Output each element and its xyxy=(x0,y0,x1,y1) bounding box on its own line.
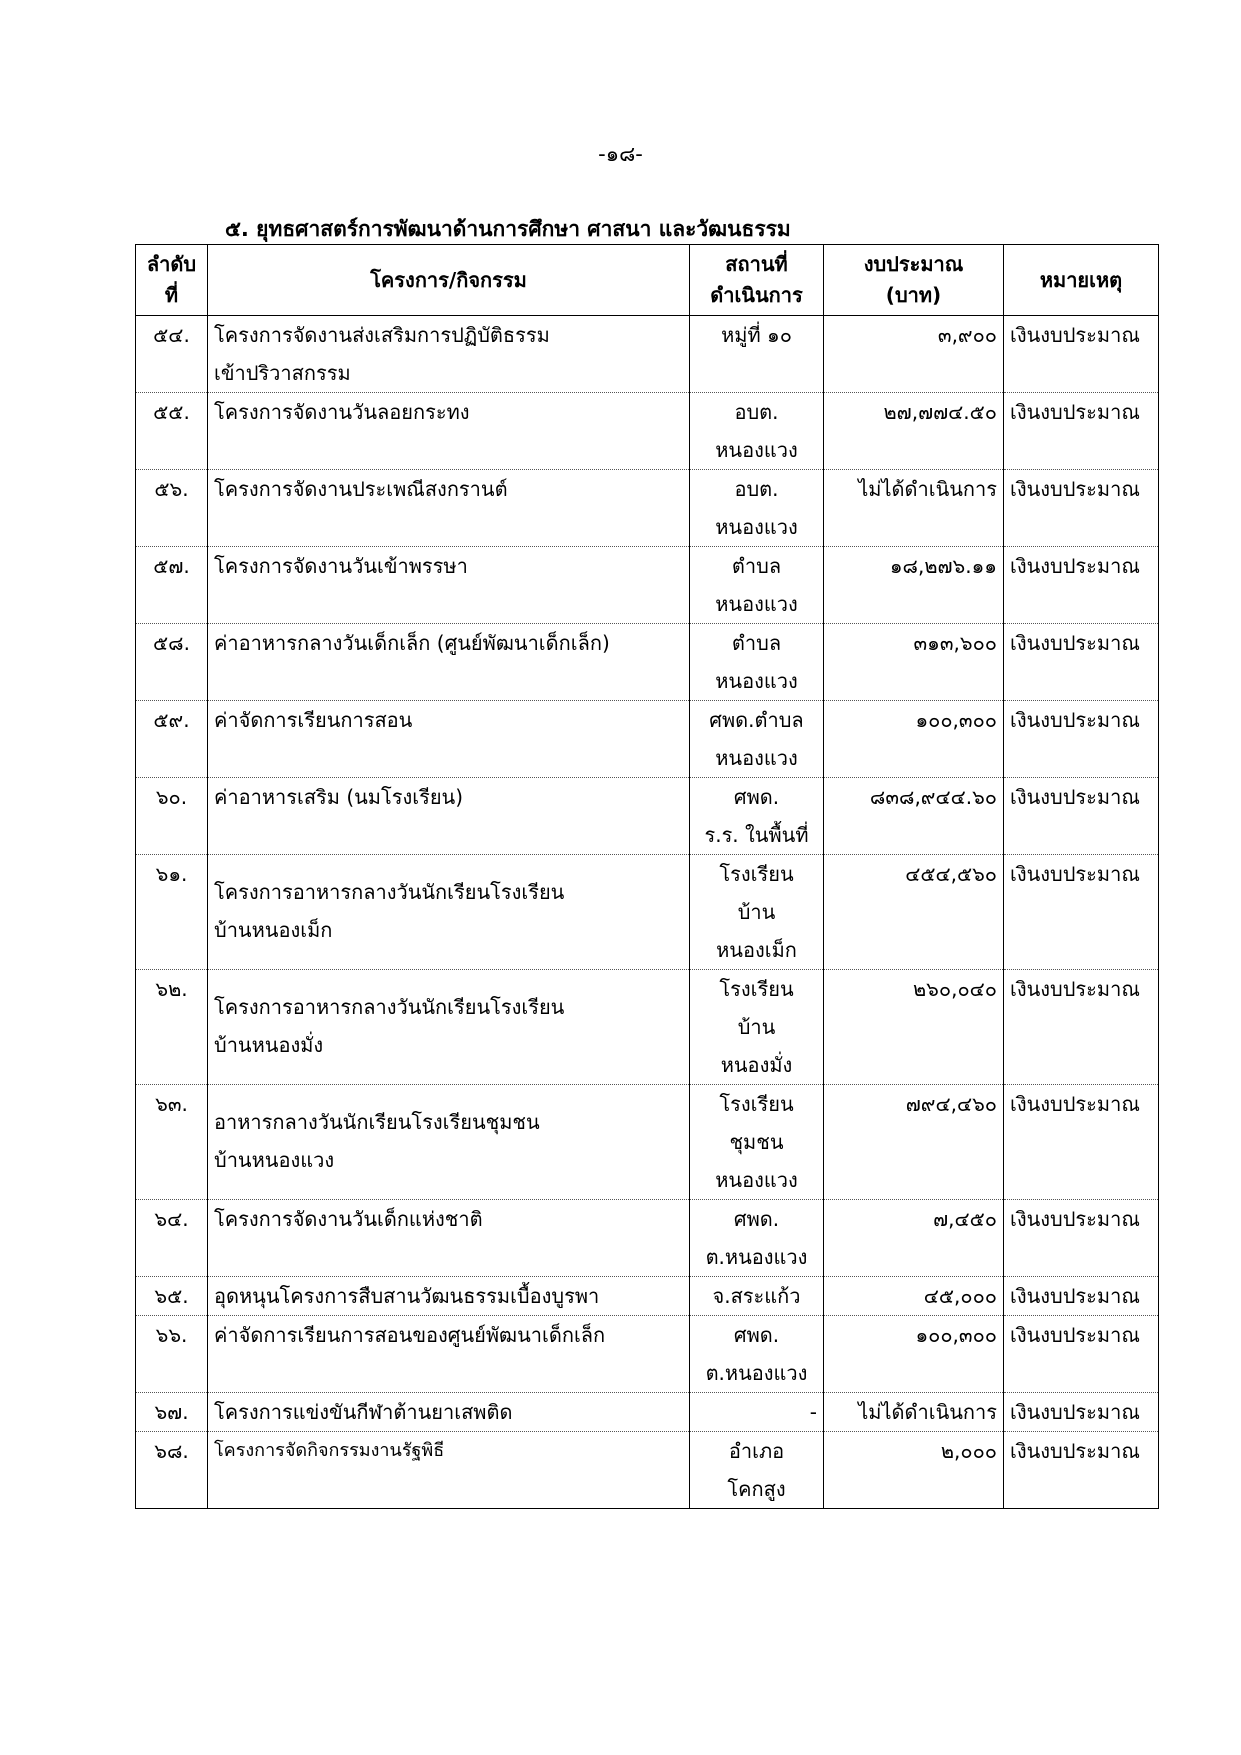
budget-amount: ๓,๙๐๐ xyxy=(824,316,1004,393)
project-name-line: โครงการอาหารกลางวันนักเรียนโรงเรียน xyxy=(214,995,565,1019)
location-line: ศพด.ตำบล xyxy=(709,708,804,732)
location-line: หนองแวง xyxy=(715,438,798,462)
row-number: ๖๘. xyxy=(136,1432,208,1509)
location xyxy=(690,1316,824,1393)
row-number: ๖๓. xyxy=(136,1085,208,1200)
location xyxy=(690,701,824,778)
location xyxy=(690,393,824,470)
location-line: หนองแวง xyxy=(715,746,798,770)
budget-amount: ๒๖๐,๐๔๐ xyxy=(824,970,1004,1085)
project-name xyxy=(208,393,690,470)
remark: เงินงบประมาณ xyxy=(1004,1277,1159,1316)
header-budget-line-2: (บาท) xyxy=(885,283,942,307)
budget-amount: ๑๐๐,๓๐๐ xyxy=(824,1316,1004,1393)
location xyxy=(690,316,824,393)
table-header xyxy=(136,245,1159,316)
location xyxy=(690,1393,824,1432)
row-number: ๕๙. xyxy=(136,701,208,778)
row-number: ๖๖. xyxy=(136,1316,208,1393)
project-name xyxy=(208,316,690,393)
location xyxy=(690,1200,824,1277)
budget-amount: ไม่ได้ดำเนินการ xyxy=(824,470,1004,547)
location-line: โคกสูง xyxy=(727,1477,786,1501)
remark: เงินงบประมาณ xyxy=(1004,1200,1159,1277)
header-remark: หมายเหตุ xyxy=(1004,245,1159,316)
location-line: โรงเรียน xyxy=(719,1092,794,1116)
table-row xyxy=(136,701,1159,778)
header-row xyxy=(136,245,1159,316)
location-line: อบต. xyxy=(734,477,779,501)
table-row xyxy=(136,970,1159,1085)
remark: เงินงบประมาณ xyxy=(1004,778,1159,855)
project-name-line: โครงการจัดงานประเพณีสงกรานต์ xyxy=(214,477,508,501)
project-name xyxy=(208,624,690,701)
project-name-line: โครงการจัดงานวันเด็กแห่งชาติ xyxy=(214,1207,483,1231)
project-name xyxy=(208,970,690,1085)
project-name-line: โครงการแข่งขันกีฬาต้านยาเสพติด xyxy=(214,1400,513,1424)
project-name xyxy=(208,1085,690,1200)
location-line: ต.หนองแวง xyxy=(705,1361,808,1385)
table-row xyxy=(136,1432,1159,1509)
project-name-line: โครงการจัดงานวันลอยกระทง xyxy=(214,400,470,424)
budget-amount: ๑๘,๒๗๖.๑๑ xyxy=(824,547,1004,624)
table-row xyxy=(136,470,1159,547)
project-name-line: บ้านหนองเม็ก xyxy=(214,918,333,942)
location-line: ต.หนองแวง xyxy=(705,1245,808,1269)
budget-amount: ๘๓๘,๙๔๔.๖๐ xyxy=(824,778,1004,855)
project-name-line: ค่าอาหารกลางวันเด็กเล็ก (ศูนย์พัฒนาเด็กเล็ก) xyxy=(214,631,610,655)
budget-amount: ๔๕๔,๕๖๐ xyxy=(824,855,1004,970)
location-line: ตำบล xyxy=(731,631,782,655)
remark: เงินงบประมาณ xyxy=(1004,316,1159,393)
location-line: หนองมั่ง xyxy=(720,1053,793,1077)
project-name xyxy=(208,547,690,624)
location-line: หนองแวง xyxy=(715,515,798,539)
row-number: ๖๐. xyxy=(136,778,208,855)
remark: เงินงบประมาณ xyxy=(1004,624,1159,701)
header-budget-line-1: งบประมาณ xyxy=(863,252,964,276)
table-row xyxy=(136,1316,1159,1393)
header-no-line-1: ลำดับ xyxy=(146,252,197,276)
location-line: ศพด. xyxy=(733,1323,780,1347)
row-number: ๕๘. xyxy=(136,624,208,701)
location xyxy=(690,778,824,855)
row-number: ๕๖. xyxy=(136,470,208,547)
location-line: - xyxy=(809,1400,817,1424)
project-name-line: อาหารกลางวันนักเรียนโรงเรียนชุมชน xyxy=(214,1110,540,1134)
remark: เงินงบประมาณ xyxy=(1004,701,1159,778)
project-name xyxy=(208,1432,690,1509)
budget-amount: ๑๐๐,๓๐๐ xyxy=(824,701,1004,778)
budget-amount: ๓๑๓,๖๐๐ xyxy=(824,624,1004,701)
project-name-line: ค่าจัดการเรียนการสอนของศูนย์พัฒนาเด็กเล็ก xyxy=(214,1323,606,1347)
project-name xyxy=(208,701,690,778)
row-number: ๕๔. xyxy=(136,316,208,393)
location xyxy=(690,970,824,1085)
project-name-line: โครงการจัดงานวันเข้าพรรษา xyxy=(214,554,468,578)
header-location-line-2: ดำเนินการ xyxy=(710,283,803,307)
budget-amount: ไม่ได้ดำเนินการ xyxy=(824,1393,1004,1432)
remark: เงินงบประมาณ xyxy=(1004,470,1159,547)
location-line: บ้าน xyxy=(737,900,776,924)
table-row xyxy=(136,1393,1159,1432)
location-line: อำเภอ xyxy=(728,1439,785,1463)
row-number: ๖๕. xyxy=(136,1277,208,1316)
table-body xyxy=(136,316,1159,1509)
project-name-line: บ้านหนองแวง xyxy=(214,1148,335,1172)
project-name-line: โครงการจัดงานส่งเสริมการปฏิบัติธรรม xyxy=(214,323,550,347)
remark: เงินงบประมาณ xyxy=(1004,547,1159,624)
header-budget xyxy=(824,245,1004,316)
project-name xyxy=(208,470,690,547)
location-line: หนองเม็ก xyxy=(716,938,797,962)
location xyxy=(690,1085,824,1200)
header-location-line-1: สถานที่ xyxy=(725,252,788,276)
budget-table xyxy=(135,244,1159,1509)
location-line: ร.ร. ในพื้นที่ xyxy=(704,823,809,847)
location-line: โรงเรียน xyxy=(719,862,794,886)
location-line: หนองแวง xyxy=(715,592,798,616)
location xyxy=(690,855,824,970)
table-row xyxy=(136,1200,1159,1277)
project-name xyxy=(208,778,690,855)
remark: เงินงบประมาณ xyxy=(1004,393,1159,470)
project-name-line: ค่าจัดการเรียนการสอน xyxy=(214,708,413,732)
budget-amount: ๒,๐๐๐ xyxy=(824,1432,1004,1509)
table-row xyxy=(136,316,1159,393)
project-name-line: โครงการอาหารกลางวันนักเรียนโรงเรียน xyxy=(214,880,565,904)
remark: เงินงบประมาณ xyxy=(1004,1085,1159,1200)
table-row xyxy=(136,778,1159,855)
remark: เงินงบประมาณ xyxy=(1004,970,1159,1085)
section-title: ๕. ยุทธศาสตร์การพัฒนาด้านการศึกษา ศาสนา และวัฒนธรรม xyxy=(225,217,791,241)
location-line: อบต. xyxy=(734,400,779,424)
row-number: ๖๒. xyxy=(136,970,208,1085)
location-line: ตำบล xyxy=(731,554,782,578)
location-line: ศพด. xyxy=(733,785,780,809)
budget-amount: ๗,๔๕๐ xyxy=(824,1200,1004,1277)
header-no xyxy=(136,245,208,316)
page-number: -๑๘- xyxy=(598,142,643,166)
project-name-line: อุดหนุนโครงการสืบสานวัฒนธรรมเบื้องบูรพา xyxy=(214,1284,600,1308)
location-line: บ้าน xyxy=(737,1015,776,1039)
project-name xyxy=(208,1200,690,1277)
budget-amount: ๒๗,๗๗๔.๕๐ xyxy=(824,393,1004,470)
row-number: ๕๕. xyxy=(136,393,208,470)
header-project: โครงการ/กิจกรรม xyxy=(208,245,690,316)
remark: เงินงบประมาณ xyxy=(1004,855,1159,970)
row-number: ๖๗. xyxy=(136,1393,208,1432)
table-row xyxy=(136,547,1159,624)
location-line: หนองแวง xyxy=(715,1168,798,1192)
location-line: จ.สระแก้ว xyxy=(712,1284,801,1308)
project-name xyxy=(208,855,690,970)
project-name xyxy=(208,1316,690,1393)
location xyxy=(690,470,824,547)
location-line: โรงเรียน xyxy=(719,977,794,1001)
location xyxy=(690,1277,824,1316)
table-row xyxy=(136,1277,1159,1316)
remark: เงินงบประมาณ xyxy=(1004,1393,1159,1432)
row-number: ๖๑. xyxy=(136,855,208,970)
project-name xyxy=(208,1277,690,1316)
location-line: ศพด. xyxy=(733,1207,780,1231)
project-name-line: โครงการจัดกิจกรรมงานรัฐพิธี xyxy=(214,1440,445,1461)
project-name-line: บ้านหนองมั่ง xyxy=(214,1033,324,1057)
project-name xyxy=(208,1393,690,1432)
location xyxy=(690,547,824,624)
project-name-line: เข้าปริวาสกรรม xyxy=(214,361,351,385)
table-row xyxy=(136,393,1159,470)
project-name-line: ค่าอาหารเสริม (นมโรงเรียน) xyxy=(214,785,464,809)
location-line: หมู่ที่ ๑๐ xyxy=(721,323,792,347)
location-line: ชุมชน xyxy=(729,1130,784,1154)
location xyxy=(690,624,824,701)
remark: เงินงบประมาณ xyxy=(1004,1432,1159,1509)
row-number: ๖๔. xyxy=(136,1200,208,1277)
row-number: ๕๗. xyxy=(136,547,208,624)
header-no-line-2: ที่ xyxy=(164,283,179,307)
table-row xyxy=(136,855,1159,970)
header-location xyxy=(690,245,824,316)
location xyxy=(690,1432,824,1509)
location-line: หนองแวง xyxy=(715,669,798,693)
remark: เงินงบประมาณ xyxy=(1004,1316,1159,1393)
table-row xyxy=(136,624,1159,701)
budget-amount: ๗๙๔,๔๖๐ xyxy=(824,1085,1004,1200)
table-row xyxy=(136,1085,1159,1200)
budget-amount: ๔๕,๐๐๐ xyxy=(824,1277,1004,1316)
